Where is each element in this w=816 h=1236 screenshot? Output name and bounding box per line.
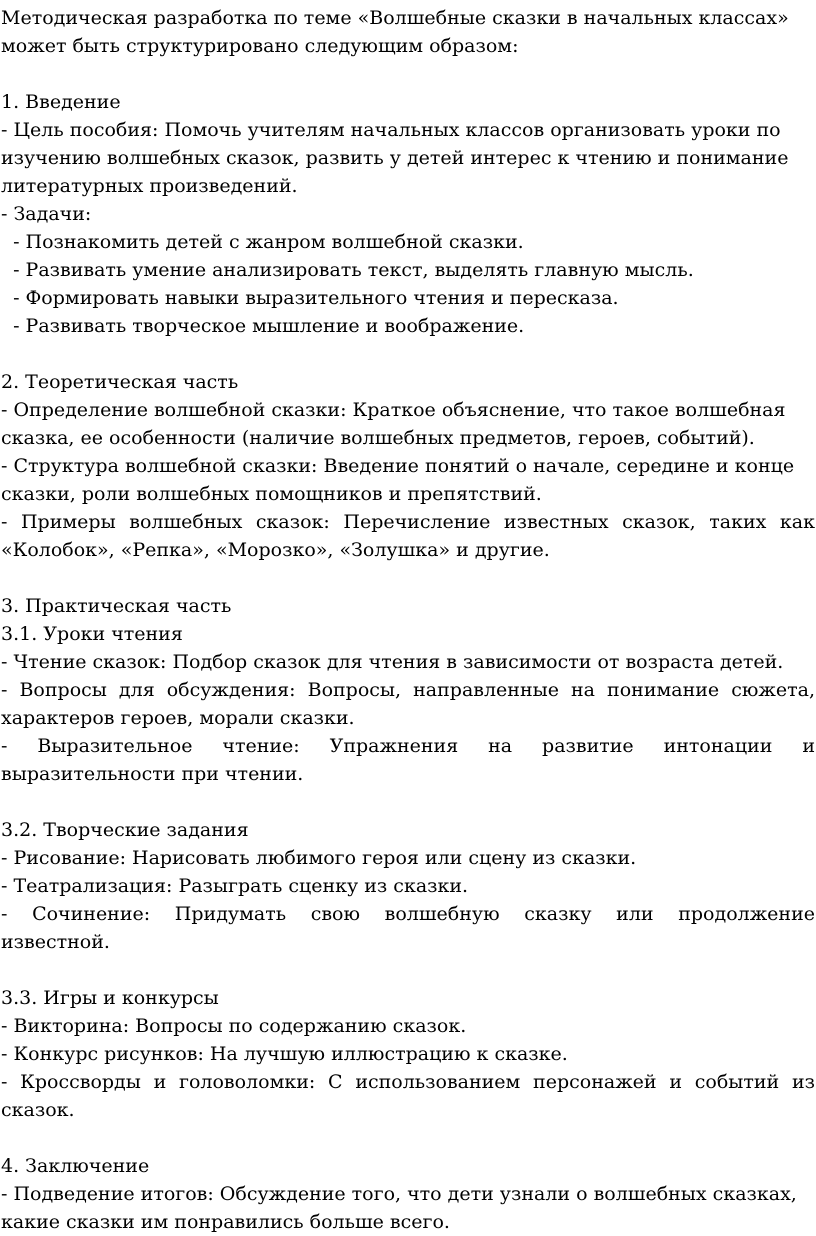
creative-item: - Театрализация: Разыграть сценку из сказки. <box>1 875 469 897</box>
section-heading-introduction: 1. Введение <box>1 91 121 113</box>
composition-line-2: известной. <box>1 931 110 953</box>
composition-line-1: - Сочинение: Придумать свою волшебную сказку или продолжение <box>1 903 815 925</box>
summary-line-2: какие сказки им понравились больше всего. <box>1 1211 450 1233</box>
blank-line <box>1 340 815 368</box>
creative-item: - Рисование: Нарисовать любимого героя или сцену из сказки. <box>1 847 637 869</box>
section-heading-practice: 3. Практическая часть <box>1 595 232 617</box>
structure-line-1: - Структура волшебной сказки: Введение понятий о начале, середине и конце <box>1 455 795 477</box>
task-item: - Развивать творческое мышление и воображение. <box>1 315 525 337</box>
summary-line-1: - Подведение итогов: Обсуждение того, что дети узнали о волшебных сказках, <box>1 1183 797 1205</box>
task-item: - Развивать умение анализировать текст, выделять главную мысль. <box>1 259 694 281</box>
examples-line-2: «Колобок», «Репка», «Морозко», «Золушка» и другие. <box>1 539 550 561</box>
blank-line <box>1 60 815 88</box>
discussion-line-2: характеров героев, морали сказки. <box>1 707 355 729</box>
goal-line-3: литературных произведений. <box>1 175 298 197</box>
intro-line-1: Методическая разработка по теме «Волшебные сказки в начальных классах» <box>1 7 789 29</box>
definition-line-1: - Определение волшебной сказки: Краткое объяснение, что такое волшебная <box>1 399 786 421</box>
games-item: - Викторина: Вопросы по содержанию сказок. <box>1 1015 467 1037</box>
task-item: - Формировать навыки выразительного чтения и пересказа. <box>1 287 619 309</box>
goal-line-1: - Цель пособия: Помочь учителям начальных классов организовать уроки по <box>1 119 781 141</box>
blank-line <box>1 564 815 592</box>
subsection-heading-games: 3.3. Игры и конкурсы <box>1 987 219 1009</box>
crossword-line-1: - Кроссворды и головоломки: С использованием персонажей и событий из <box>1 1071 815 1093</box>
subsection-heading-reading: 3.1. Уроки чтения <box>1 623 183 645</box>
subsection-heading-creative: 3.2. Творческие задания <box>1 819 249 841</box>
blank-line <box>1 956 815 984</box>
blank-line <box>1 1124 815 1152</box>
reading-item: - Чтение сказок: Подбор сказок для чтения в зависимости от возраста детей. <box>1 651 784 673</box>
structure-line-2: сказки, роли волшебных помощников и препятствий. <box>1 483 542 505</box>
section-heading-conclusion: 4. Заключение <box>1 1155 150 1177</box>
blank-line <box>1 788 815 816</box>
crossword-line-2: сказок. <box>1 1099 75 1121</box>
section-heading-theory: 2. Теоретическая часть <box>1 371 239 393</box>
tasks-label: - Задачи: <box>1 203 92 225</box>
definition-line-2: сказка, ее особенности (наличие волшебных предметов, героев, событий). <box>1 427 755 449</box>
goal-line-2: изучению волшебных сказок, развить у детей интерес к чтению и понимание <box>1 147 789 169</box>
examples-line-1: - Примеры волшебных сказок: Перечисление известных сказок, таких как <box>1 511 815 533</box>
expressive-line-2: выразительности при чтении. <box>1 763 304 785</box>
intro-line-2: может быть структурировано следующим образом: <box>1 35 519 57</box>
games-item: - Конкурс рисунков: На лучшую иллюстрацию к сказке. <box>1 1043 568 1065</box>
task-item: - Познакомить детей с жанром волшебной сказки. <box>1 231 524 253</box>
expressive-line-1: - Выразительное чтение: Упражнения на развитие интонации и <box>1 735 815 757</box>
discussion-line-1: - Вопросы для обсуждения: Вопросы, направленные на понимание сюжета, <box>1 679 815 701</box>
